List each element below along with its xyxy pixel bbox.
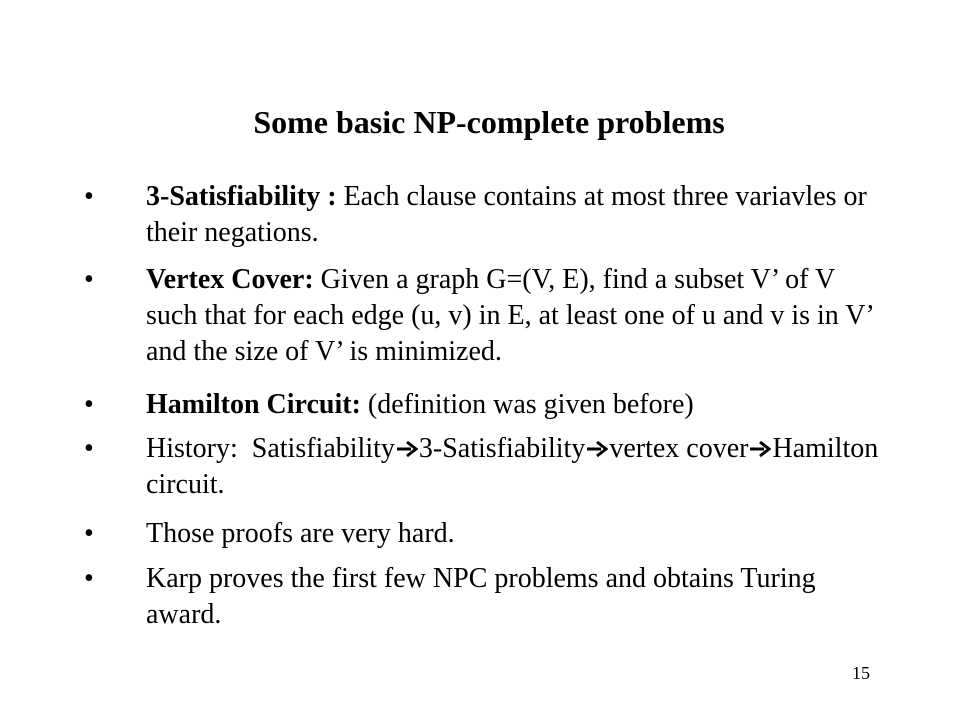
right-arrow-icon <box>396 440 418 458</box>
bullet-text: Those proofs are very hard. <box>146 518 455 549</box>
history-step-1: Satisfiability <box>251 433 395 464</box>
history-step-3: vertex cover <box>609 433 749 464</box>
bullet-text <box>146 431 886 503</box>
bullet-body: (definition was given before) <box>360 389 694 420</box>
right-arrow-icon <box>586 440 608 458</box>
bullet-term: Vertex Cover: <box>146 264 314 295</box>
right-arrow-icon <box>749 440 771 458</box>
bullet-marker: • <box>84 389 94 420</box>
bullet-body: Each clause contains at most three variavles or their negations. <box>146 181 867 248</box>
bullet-marker: • <box>84 181 94 212</box>
bullet-marker: • <box>84 264 94 295</box>
slide-title: Some basic NP-complete problems <box>253 104 725 140</box>
bullet-marker: • <box>84 563 94 594</box>
bullet-text: Karp proves the first few NPC problems and obtains Turing award. <box>146 563 816 630</box>
bullet-marker: • <box>84 433 94 464</box>
history-prefix: History: <box>146 433 252 464</box>
bullet-marker: • <box>84 518 94 549</box>
history-step-4: Hamilton circuit. <box>146 433 879 500</box>
history-step-2: 3-Satisfiability <box>418 433 586 464</box>
bullet-term: 3-Satisfiability : <box>146 181 337 212</box>
bullet-body: Given a graph G=(V, E), find a subset V’ of V such that for each edge (u, v) in E, at least one of u and v is in V’ and the size of V’ is minimized. <box>146 264 873 367</box>
bullet-term: Hamilton Circuit: <box>146 389 361 420</box>
bullet-text <box>146 387 886 423</box>
bullet-text <box>146 262 886 370</box>
page-number: 15 <box>852 663 870 683</box>
bullet-text <box>146 179 886 251</box>
